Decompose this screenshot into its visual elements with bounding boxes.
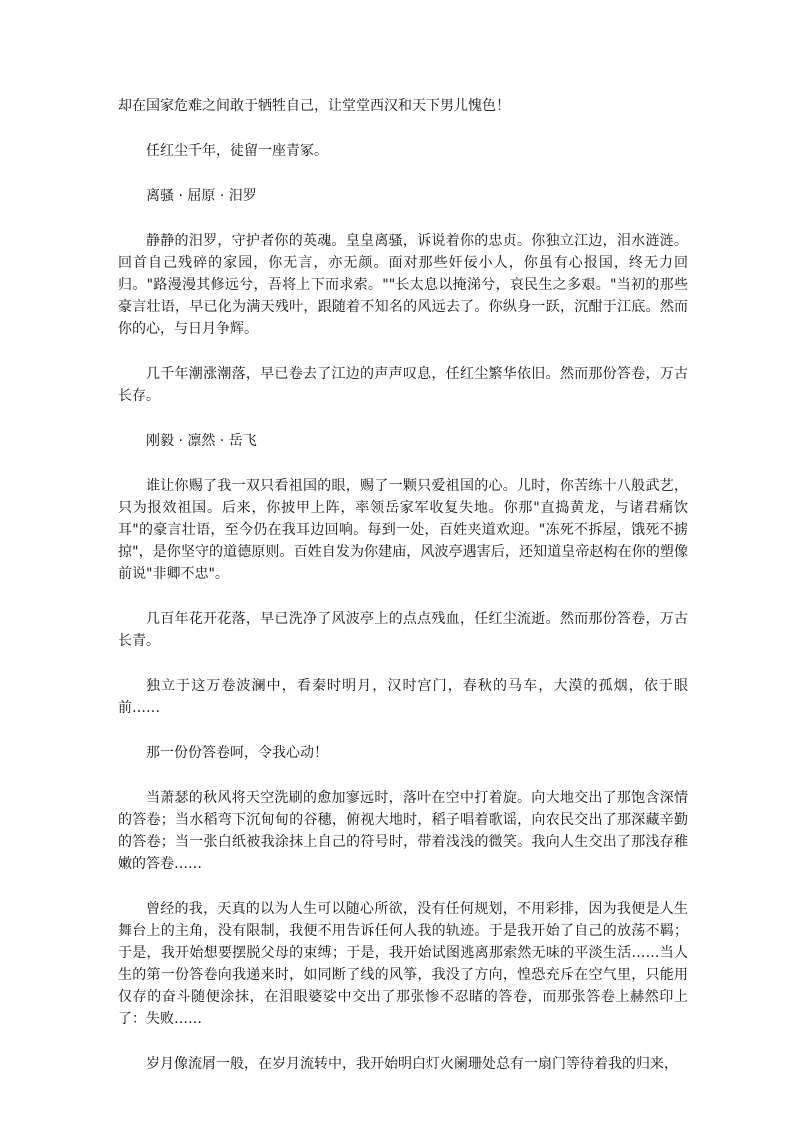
- section-heading: 离骚 · 屈原 · 汨罗: [146, 188, 257, 204]
- paragraph: 当萧瑟的秋风将天空洗刷的愈加寥远时，落叶在空中打着旋。向大地交出了那饱含深情的答卷；当水稻弯下沉甸甸的谷穗，俯视大地时，稻子唱着歌谣，向农民交出了那深藏辛勤的答卷；当一张白纸被我涂抹上自己的符号时，带着浅浅的微笑。我向人生交出了那浅存稚嫩的答卷……: [118, 790, 688, 872]
- paragraph: 岁月像流屑一般，在岁月流转中，我开始明白灯火阑珊处总有一扇门等待着我的归来，: [146, 1056, 678, 1072]
- section-heading: 刚毅 · 凛然 · 岳飞: [146, 433, 257, 449]
- paragraph: 曾经的我，天真的以为人生可以随心所欲，没有任何规划，不用彩排，因为我便是人生舞台上的主角，没有限制，我便不用告诉任何人我的轨迹。于是我开始了自己的放荡不羁；于是，我开始想要摆脱父母的束缚；于是，我开始试图逃离那索然无味的平淡生活……当人生的第一份答卷向我递来时，如同断了线的风筝，我没了方向，惶恐充斥在空气里，只能用仅存的奋斗随便涂抹，在泪眼婆娑中交出了那张惨不忍睹的答卷，而那张答卷上赫然印上了：失败……: [118, 901, 688, 1027]
- paragraph: 谁让你赐了我一双只看祖国的眼，赐了一颗只爱祖国的心。儿时，你苦练十八般武艺，只为报效祖国。后来，你披甲上阵，率领岳家军收复失地。你那"直捣黄龙，与诸君痛饮耳"的豪言壮语，至今仍在我耳边回响。每到一处，百姓夹道欢迎。"冻死不拆屋，饿死不掳掠"，是你坚守的道德原则。百姓自发为你建庙，风波亭遇害后，还知道皇帝赵构在你的塑像前说"非卿不忠"。: [118, 478, 688, 582]
- paragraph: 几千年潮涨潮落，早已卷去了江边的声声叹息，任红尘繁华依旧。然而那份答卷，万古长存。: [118, 366, 688, 404]
- paragraph: 几百年花开花落，早已洗净了风波亭上的点点残血，任红尘流逝。然而那份答卷，万古长青。: [118, 611, 688, 649]
- paragraph: 静静的汨罗，守护者你的英魂。皇皇离骚，诉说着你的忠贞。你独立江边，泪水涟涟。回首自己残碎的家园，你无言，亦无颜。面对那些奸佞小人，你虽有心报国，终无力回归。"路漫漫其修远兮，吾将上下而求索。""长太息以掩涕兮，哀民生之多艰。"当初的那些豪言壮语，早已化为满天残叶，跟随着不知名的风远去了。你纵身一跃，沉酣于江底。然而你的心，与日月争辉。: [118, 233, 688, 337]
- document-body: [118, 95, 688, 1098]
- paragraph: 独立于这万卷波澜中，看秦时明月，汉时宫门，春秋的马车，大漠的孤烟，依于眼前……: [118, 678, 688, 716]
- paragraph: 却在国家危难之间敢于牺牲自己，让堂堂西汉和天下男儿愧色！: [118, 98, 510, 114]
- paragraph: 任红尘千年，徒留一座青冢。: [146, 143, 328, 159]
- paragraph: 那一份份答卷呵，令我心动！: [146, 745, 328, 761]
